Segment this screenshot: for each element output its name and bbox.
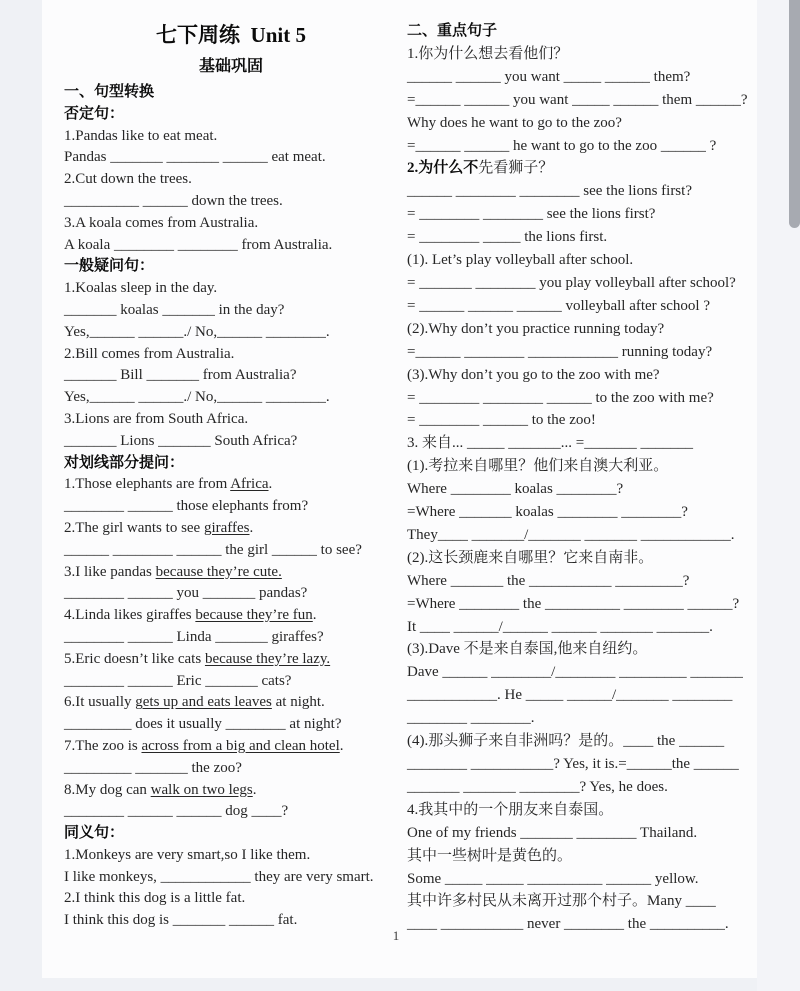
text-line: [64, 126, 398, 148]
text-segment: ________ ______ those elephants from?: [64, 498, 309, 515]
text-segment: 其中一些树叶是黄色的。: [407, 847, 573, 864]
text-segment: .: [339, 737, 344, 754]
text-segment: =______ ______ he want to go to the zoo ______ ?: [407, 137, 717, 154]
text-line: [64, 365, 398, 387]
text-line: [407, 707, 761, 730]
text-line: [64, 300, 398, 322]
text-line: [64, 736, 398, 758]
subsection-heading: [64, 823, 398, 845]
text-segment: 4.Linda likes giraffes: [64, 607, 196, 624]
text-line: [64, 147, 398, 169]
text-segment: Dave ______ ________/________ _________ _______: [407, 664, 743, 681]
underlined-text: because they’re lazy.: [204, 650, 331, 667]
text-segment: 同义句：: [64, 825, 125, 842]
text-segment: 七下周练 Unit 5: [156, 23, 306, 47]
text-segment: It ____ ______/______ ______ _______ _______.: [407, 618, 713, 635]
text-line: [64, 409, 398, 431]
text-segment: 3.Lions are from South Africa.: [64, 410, 249, 427]
text-line: [407, 661, 761, 684]
right-column: [407, 20, 761, 936]
subsection-heading: [64, 104, 398, 126]
text-segment: ______ ________ ________ see the lions first?: [407, 183, 692, 200]
text-segment: 1.Monkeys are very smart,so I like them.: [64, 846, 311, 863]
text-segment: 二、重点句子: [407, 23, 498, 39]
text-line: [407, 432, 761, 455]
text-segment: 1.你为什么想去看他们？: [407, 45, 569, 62]
text-line: [64, 692, 398, 714]
text-line: [407, 455, 761, 478]
text-line: [407, 845, 761, 868]
scrollbar-thumb[interactable]: [789, 0, 800, 228]
text-segment: =Where ________ the __________ ________ ______?: [407, 595, 740, 612]
text-segment: 否定句：: [64, 105, 125, 122]
text-segment: 基础巩固: [198, 58, 263, 75]
text-segment: ____________. He _____ ______/_______ ________: [407, 687, 733, 704]
text-line: [407, 478, 761, 501]
text-segment: 3. 来自... _____ _______... =_______ _______: [407, 435, 693, 452]
text-segment: 1.Those elephants are from: [64, 476, 231, 493]
text-segment: _______ Bill _______ from Australia?: [64, 367, 297, 384]
text-segment: 先看狮子？: [478, 160, 554, 177]
text-segment: ________ ________.: [407, 710, 535, 727]
text-line: [64, 278, 398, 300]
text-line: [64, 627, 398, 649]
section-heading: [407, 20, 761, 43]
text-segment: 2.Cut down the trees.: [64, 171, 192, 188]
text-segment: 3.A koala comes from Australia.: [64, 214, 259, 231]
text-segment: Pandas _______ _______ ______ eat meat.: [64, 149, 326, 166]
text-segment: =Where _______ koalas ________ ________?: [407, 504, 688, 521]
text-segment: Yes,______ ______./ No,______ ________.: [64, 323, 330, 340]
text-line: [407, 203, 761, 226]
text-segment: ____ ___________ never ________ the __________.: [407, 916, 729, 933]
text-line: [64, 213, 398, 235]
text-line: [64, 671, 398, 693]
text-segment: 7.The zoo is: [64, 737, 142, 754]
text-segment: _________ does it usually ________ at night?: [64, 716, 342, 733]
text-line: [407, 501, 761, 524]
page-number: 1: [392, 928, 400, 943]
text-line: [407, 66, 761, 89]
text-segment: __________ ______ down the trees.: [64, 192, 283, 209]
text-line: [64, 845, 398, 867]
left-column: [64, 18, 398, 932]
text-line: [407, 272, 761, 295]
text-segment: at night.: [271, 694, 325, 711]
text-segment: 1.Koalas sleep in the day.: [64, 280, 218, 297]
text-line: [407, 684, 761, 707]
text-segment: = ______ ______ ______ volleyball after school ?: [407, 297, 710, 314]
text-segment: 1.Pandas like to eat meat.: [64, 127, 218, 144]
text-line: [64, 169, 398, 191]
text-segment: ________ ______ Eric _______ cats?: [64, 672, 292, 689]
text-segment: 2.Bill comes from Australia.: [64, 345, 235, 362]
text-segment: .: [268, 476, 273, 493]
text-line: [407, 43, 761, 66]
text-segment: (1). Let’s play volleyball after school.: [407, 252, 634, 269]
text-segment: (2).这长颈鹿来自哪里？它来自南非。: [407, 549, 654, 566]
text-line: [407, 226, 761, 249]
text-line: [64, 649, 398, 671]
text-line: [407, 89, 761, 112]
text-segment: 一般疑问句：: [64, 258, 155, 275]
text-segment: =______ ________ ____________ running today?: [407, 343, 713, 360]
text-segment: = _______ ________ you play volleyball after school?: [407, 274, 736, 291]
text-line: [407, 913, 761, 936]
text-segment: ________ ______ you _______ pandas?: [64, 585, 308, 602]
text-line: [64, 235, 398, 257]
text-segment: 2.I think this dog is a little fat.: [64, 890, 246, 907]
text-line: [407, 524, 761, 547]
text-line: [64, 518, 398, 540]
text-segment: ______ ______ you want _____ ______ them?: [407, 68, 691, 85]
subsection-heading: [64, 256, 398, 278]
text-segment: ________ ___________? Yes, it is.=______the ______: [407, 756, 739, 772]
text-segment: 6.It usually: [64, 694, 136, 711]
worksheet-subtitle: [64, 52, 398, 82]
text-line: [64, 910, 398, 932]
text-line: [64, 562, 398, 584]
worksheet-title: [64, 18, 398, 52]
text-line: [407, 822, 761, 845]
text-line: [64, 474, 398, 496]
text-line: [407, 341, 761, 364]
text-line: [407, 112, 761, 135]
text-segment: 4.我其中的一个朋友来自泰国。: [407, 801, 614, 818]
text-segment: 5.Eric doesn’t like cats: [64, 650, 205, 667]
text-line: [407, 890, 761, 913]
text-segment: I like monkeys, ____________ they are very smart.: [64, 868, 374, 885]
text-segment: A koala ________ ________ from Australia.: [64, 236, 333, 253]
text-line: [64, 191, 398, 213]
text-line: [407, 318, 761, 341]
underlined-text: across from a big and clean hotel: [141, 737, 340, 754]
text-line: [64, 387, 398, 409]
text-segment: (3).Dave 不是来自泰国,他来自纽约。: [407, 641, 648, 658]
underlined-text: giraffes: [203, 519, 250, 536]
underlined-text: because they’re cute.: [155, 563, 282, 580]
text-line: [407, 295, 761, 318]
text-segment: 2.为什么不: [407, 160, 479, 177]
text-line: [407, 730, 761, 753]
text-line: [407, 799, 761, 822]
underlined-text: Africa: [230, 476, 269, 493]
section-heading: [64, 82, 398, 104]
text-line: [64, 344, 398, 366]
text-segment: They____ _______/_______ _______ ____________.: [407, 526, 735, 543]
text-segment: Where ________ koalas ________?: [407, 481, 624, 498]
text-line: [64, 867, 398, 889]
text-segment: .: [252, 781, 257, 798]
text-line: [407, 547, 761, 570]
text-segment: 2.The girl wants to see: [64, 519, 204, 536]
text-segment: = ________ ________ ______ to the zoo with me?: [407, 389, 714, 406]
text-line: [64, 540, 398, 562]
text-line: [64, 758, 398, 780]
text-line: [64, 322, 398, 344]
text-line: [64, 888, 398, 910]
text-segment: _______ Lions _______ South Africa?: [64, 432, 298, 449]
text-segment: One of my friends _______ ________ Thailand.: [407, 824, 698, 841]
text-line: [407, 157, 761, 180]
text-line: [407, 593, 761, 616]
text-segment: I think this dog is _______ ______ fat.: [64, 912, 298, 929]
text-segment: Some _____ _____ __________ ______ yellow.: [407, 870, 699, 887]
text-segment: 其中许多村民从未离开过那个村子。Many ____: [407, 893, 716, 910]
text-line: [407, 409, 761, 432]
text-line: [64, 801, 398, 823]
text-segment: =______ ______ you want _____ ______ them ______?: [407, 91, 748, 108]
text-line: [407, 387, 761, 410]
text-line: [407, 868, 761, 891]
underlined-text: gets up and eats leaves: [135, 694, 272, 711]
text-segment: (1).考拉来自哪里？他们来自澳大利亚。: [407, 458, 669, 475]
text-segment: Where _______ the ___________ _________?: [407, 572, 690, 589]
text-line: [64, 431, 398, 453]
text-segment: (4).那头狮子来自非洲吗？是的。____ the ______: [407, 733, 725, 750]
text-segment: 8.My dog can: [64, 781, 151, 798]
text-segment: _________ _______ the zoo?: [64, 759, 242, 776]
text-line: [64, 605, 398, 627]
text-segment: Why does he want to go to the zoo?: [407, 114, 622, 131]
text-segment: Yes,______ ______./ No,______ ________.: [64, 389, 330, 406]
text-segment: ______ ________ ______ the girl ______ to see?: [64, 541, 362, 558]
text-segment: 3.I like pandas: [64, 563, 156, 580]
text-segment: _______ _______ ________? Yes, he does.: [407, 778, 668, 795]
text-line: [407, 776, 761, 799]
text-segment: 对划线部分提问：: [64, 454, 185, 471]
text-segment: = ________ _____ the lions first.: [407, 229, 608, 246]
text-line: [64, 714, 398, 736]
text-line: [64, 496, 398, 518]
text-segment: _______ koalas _______ in the day?: [64, 301, 285, 318]
text-line: [407, 249, 761, 272]
text-line: [407, 638, 761, 661]
text-segment: (2).Why don’t you practice running today?: [407, 320, 665, 337]
subsection-heading: [64, 453, 398, 475]
text-segment: .: [249, 519, 254, 536]
text-line: [407, 570, 761, 593]
text-line: [64, 780, 398, 802]
text-line: [407, 364, 761, 387]
text-line: [407, 753, 761, 776]
text-segment: ________ ______ Linda _______ giraffes?: [64, 628, 324, 645]
underlined-text: walk on two legs: [150, 781, 253, 798]
text-segment: .: [312, 607, 317, 624]
text-segment: 一、句型转换: [64, 84, 155, 100]
text-segment: (3).Why don’t you go to the zoo with me?: [407, 366, 660, 383]
text-segment: = ________ ______ to the zoo!: [407, 412, 596, 429]
text-line: [407, 180, 761, 203]
text-segment: ________ ______ ______ dog ____?: [64, 803, 289, 820]
underlined-text: because they’re fun: [195, 607, 313, 624]
text-segment: = ________ ________ see the lions first?: [407, 206, 656, 223]
text-line: [407, 616, 761, 639]
text-line: [407, 135, 761, 158]
text-line: [64, 583, 398, 605]
